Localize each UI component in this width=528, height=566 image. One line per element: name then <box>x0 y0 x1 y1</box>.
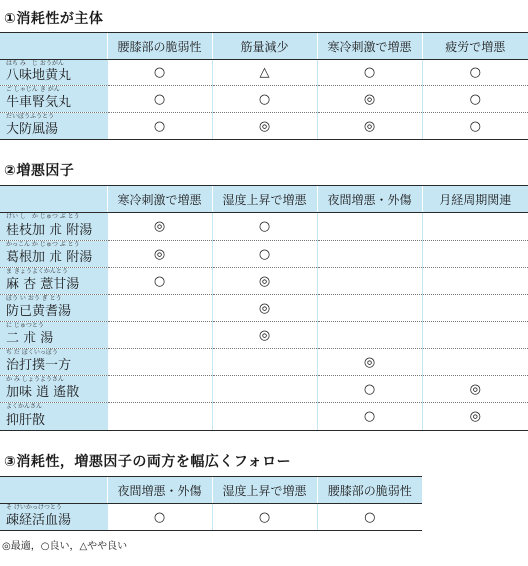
rating-cell: ◎ <box>212 113 317 140</box>
furigana: ぼう い おう ぎ とう <box>6 295 62 302</box>
table-aggravating-factors <box>0 185 528 431</box>
rating-cell <box>107 295 212 322</box>
column-header: 湿度上昇で増悪 <box>212 186 317 213</box>
column-header: 寒冷刺激で増悪 <box>317 33 422 60</box>
table-row <box>0 349 528 376</box>
table-row <box>0 60 528 86</box>
rating-cell: ◎ <box>212 268 317 295</box>
rating-cell <box>422 322 528 349</box>
table-row <box>0 322 528 349</box>
herb-name: 疎経活血湯 <box>6 513 72 528</box>
herb-name-cell <box>0 322 107 349</box>
herb-name-cell <box>0 60 107 86</box>
rating-cell: ◎ <box>107 213 212 241</box>
furigana: に じゅつとう <box>6 322 44 329</box>
header-corner <box>0 186 107 213</box>
column-header: 筋量減少 <box>212 33 317 60</box>
rating-cell <box>317 322 422 349</box>
rating-cell: ○ <box>422 60 528 86</box>
column-header: 腰膝部の脆弱性 <box>107 33 212 60</box>
herb-name-cell <box>0 113 107 140</box>
furigana: よくかんさん <box>6 403 43 410</box>
table-row <box>0 86 528 113</box>
header-corner <box>0 33 107 60</box>
legend: ◎最適，○良い，△やや良い <box>2 541 128 552</box>
rating-cell: ○ <box>107 268 212 295</box>
herb-name: 八味地黄丸 <box>6 68 72 83</box>
rating-cell <box>107 403 212 431</box>
rating-cell: ○ <box>422 86 528 113</box>
rating-cell <box>107 349 212 376</box>
rating-cell: ○ <box>212 504 317 531</box>
rating-cell: ○ <box>317 60 422 86</box>
rating-cell: ○ <box>212 241 317 268</box>
rating-cell: ◎ <box>422 376 528 403</box>
furigana: ま きょうよくかんとう <box>6 268 68 275</box>
rating-cell <box>212 403 317 431</box>
herb-name: 大防風湯 <box>6 122 59 137</box>
column-header: 月経周期関連 <box>422 186 528 213</box>
rating-cell <box>107 322 212 349</box>
rating-cell: ○ <box>107 113 212 140</box>
herb-name: 麻 杏 薏甘湯 <box>6 277 80 292</box>
rating-cell <box>422 295 528 322</box>
rating-cell: △ <box>212 60 317 86</box>
table-row <box>0 241 528 268</box>
rating-cell <box>317 241 422 268</box>
furigana: そ けいかっけつとう <box>6 504 62 511</box>
rating-cell: ○ <box>212 86 317 113</box>
table-wasting <box>0 32 528 140</box>
header-corner <box>0 477 107 504</box>
furigana: はち み じ おうがん <box>6 60 64 67</box>
section-title-3: ③消耗性，増悪因子の両方を幅広くフォロー <box>4 454 292 470</box>
section-title-2: ②増悪因子 <box>4 163 75 179</box>
herb-name: 二 朮 湯 <box>6 331 54 346</box>
table-row <box>0 295 528 322</box>
column-header: 湿度上昇で増悪 <box>212 477 317 504</box>
rating-cell: ○ <box>212 213 317 241</box>
herb-name-cell <box>0 376 107 403</box>
column-header: 寒冷刺激で増悪 <box>107 186 212 213</box>
rating-cell: ◎ <box>317 349 422 376</box>
rating-cell <box>317 268 422 295</box>
rating-cell <box>212 349 317 376</box>
rating-cell <box>422 349 528 376</box>
column-header: 腰膝部の脆弱性 <box>317 477 422 504</box>
table-row <box>0 213 528 241</box>
table-row <box>0 504 422 531</box>
furigana: か み しょうようさん <box>6 376 64 383</box>
rating-cell <box>317 295 422 322</box>
rating-cell: ○ <box>317 403 422 431</box>
rating-cell <box>107 376 212 403</box>
rating-cell <box>317 213 422 241</box>
herb-name-cell <box>0 349 107 376</box>
section-title-1: ①消耗性が主体 <box>4 11 104 27</box>
furigana: かっこん か じゅつ ぶ とう <box>6 241 80 248</box>
rating-cell <box>422 268 528 295</box>
rating-cell: ◎ <box>212 295 317 322</box>
column-header: 夜間増悪・外傷 <box>317 186 422 213</box>
rating-cell: ○ <box>317 376 422 403</box>
table-row <box>0 268 528 295</box>
rating-cell <box>422 241 528 268</box>
rating-cell: ◎ <box>317 113 422 140</box>
herb-name-cell <box>0 295 107 322</box>
herb-name: 防已黄耆湯 <box>6 304 72 319</box>
table-row <box>0 113 528 140</box>
herb-name-cell <box>0 268 107 295</box>
rating-cell: ◎ <box>317 86 422 113</box>
furigana: だいぼうふうとう <box>6 113 55 120</box>
column-header: 夜間増悪・外傷 <box>107 477 212 504</box>
herb-name-cell <box>0 86 107 113</box>
herb-name-cell <box>0 403 107 431</box>
herb-name: 桂枝加 朮 附湯 <box>6 223 93 238</box>
table-broad-coverage <box>0 476 422 531</box>
herb-name-cell <box>0 241 107 268</box>
table-row <box>0 376 528 403</box>
rating-cell: ○ <box>107 86 212 113</box>
herb-name: 加味 逍 遙散 <box>6 385 80 400</box>
rating-cell <box>212 376 317 403</box>
furigana: ご しゃじん き がん <box>6 86 60 93</box>
rating-cell: ◎ <box>212 322 317 349</box>
herb-name: 抑肝散 <box>6 413 46 428</box>
herb-name: 治打撲一方 <box>6 358 72 373</box>
furigana: ぢ だ ぼくいっぽう <box>6 349 58 356</box>
herb-name: 葛根加 朮 附湯 <box>6 250 93 265</box>
table-row <box>0 403 528 431</box>
rating-cell: ○ <box>107 60 212 86</box>
rating-cell: ○ <box>317 504 422 531</box>
rating-cell: ○ <box>422 113 528 140</box>
furigana: けい し か じゅつ ぶ とう <box>6 213 80 220</box>
column-header: 疲労で増悪 <box>422 33 528 60</box>
herb-name-cell <box>0 213 107 241</box>
herb-name-cell <box>0 504 107 531</box>
rating-cell: ○ <box>107 504 212 531</box>
herb-name: 牛車腎気丸 <box>6 95 72 110</box>
rating-cell: ◎ <box>422 403 528 431</box>
rating-cell <box>422 213 528 241</box>
rating-cell: ◎ <box>107 241 212 268</box>
